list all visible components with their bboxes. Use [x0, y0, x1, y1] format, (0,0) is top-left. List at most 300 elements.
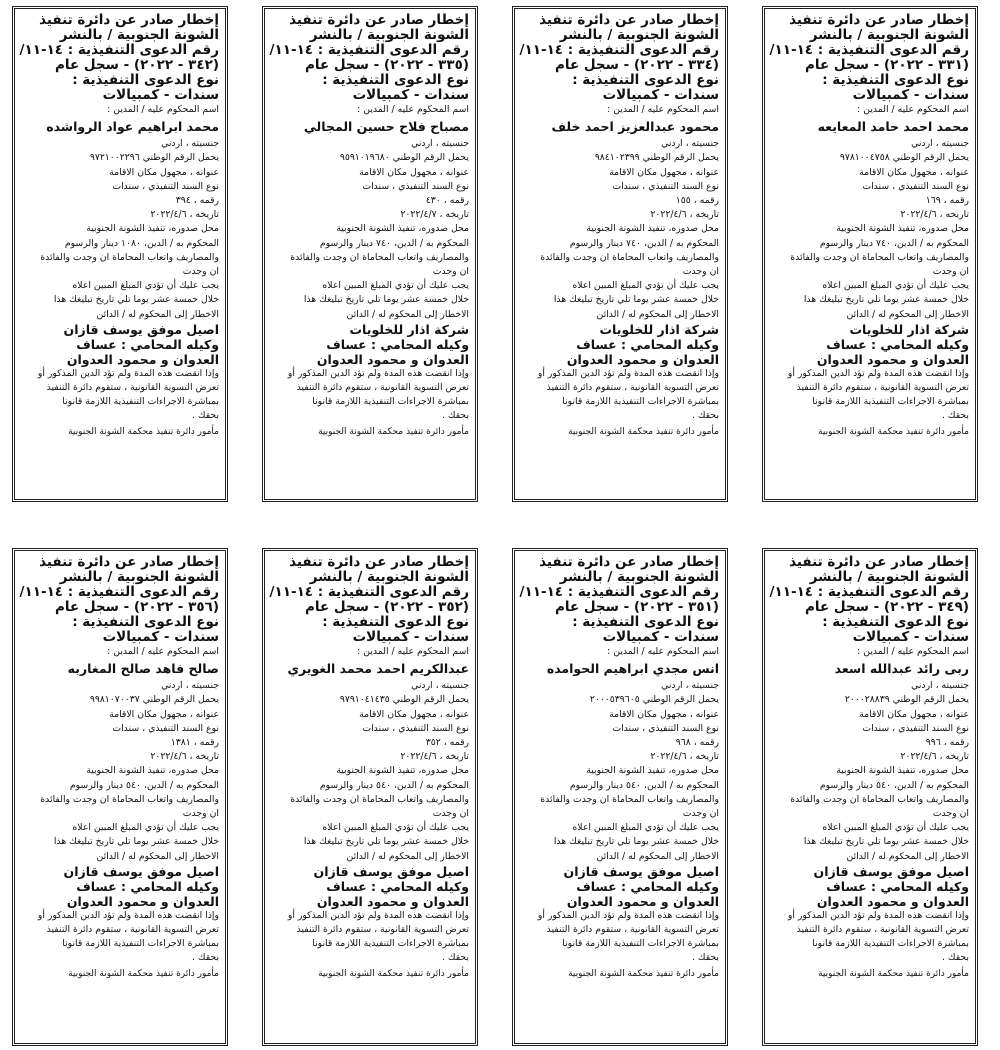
notice-title: إخطار صادر عن دائرة تنفيذ — [539, 554, 719, 570]
amount — [271, 237, 469, 251]
instrument-date-part: ٢٠٢٢/٤/٦ — [650, 751, 687, 763]
closing-line1: وإذا انقضت هذه المدة ولم تؤد الدين المذكور أو — [537, 367, 719, 379]
closing-line2: تعرض التسوية القانونية ، ستقوم دائرة التنفيذ — [296, 924, 469, 936]
instrument-number-part: ٩٦٨ — [675, 737, 691, 749]
instrument-type: نوع السند التنفيذي ، سندات — [612, 180, 719, 192]
issued-at: محل صدوره، تنفيذ الشونة الجنوبية — [836, 223, 969, 235]
within-days: خلال خمسة عشر يوما تلي تاريخ تبليغك هذا — [303, 294, 469, 306]
instrument-number-part: رقمه ، — [443, 195, 469, 207]
case-year: (٣٥١ - ٢٠٢٢) - سجل عام — [554, 599, 719, 615]
must-pay: يجب عليك أن تؤدي المبلغ المبين اعلاه — [572, 280, 719, 292]
instrument-number-part: رقمه ، — [943, 737, 969, 749]
nationality: جنسيته ، اردني — [911, 138, 969, 150]
notice-card — [12, 6, 228, 502]
instrument-number — [771, 194, 969, 208]
case-number-label: رقم الدعوى التنفيذية : ١٤-١١/ — [769, 42, 969, 58]
attorney-line2: العدوان و محمود العدوان — [816, 893, 969, 909]
notice-card — [762, 548, 978, 1046]
amount-part: دينار والرسوم — [319, 779, 374, 791]
instrument-date-part: تاريخه ، — [439, 209, 469, 221]
instrument-date-part: ٢٠٢٢/٤/٦ — [900, 209, 937, 221]
case-type-label: نوع الدعوى التنفيذية : — [822, 72, 969, 88]
notice-subtitle: الشونة الجنوبية / بالنشر — [559, 569, 719, 585]
national-id-part: ٩٥٩١٠١٩٦٨٠ — [339, 152, 390, 164]
instrument-date-part: ٢٠٢٢/٤/٦ — [900, 751, 937, 763]
instrument-number — [271, 194, 469, 208]
closing-line2: تعرض التسوية القانونية ، ستقوم دائرة التنفيذ — [296, 382, 469, 394]
attorney-line2: العدوان و محمود العدوان — [816, 351, 969, 367]
closing-line1: وإذا انقضت هذه المدة ولم تؤد الدين المذكور أو — [787, 909, 969, 921]
amount-part: المحكوم به / الدين، — [143, 237, 219, 249]
notice-card — [512, 548, 728, 1046]
case-number-label: رقم الدعوى التنفيذية : ١٤-١١/ — [269, 42, 469, 58]
amount-part: دينار والرسوم — [569, 779, 624, 791]
case-type: سندات - كمبيالات — [102, 87, 219, 103]
notice-subtitle: الشونة الجنوبية / بالنشر — [59, 27, 219, 43]
amount-part: دينار والرسوم — [64, 237, 119, 249]
amount-part: ٥٤٠ — [626, 779, 642, 791]
must-pay: يجب عليك أن تؤدي المبلغ المبين اعلاه — [322, 822, 469, 834]
case-number-label: رقم الدعوى التنفيذية : ١٤-١١/ — [519, 584, 719, 600]
fees-line: والمصاريف واتعاب المحاماة ان وجدت والفائدة — [540, 793, 719, 805]
instrument-type: نوع السند التنفيذي ، سندات — [612, 722, 719, 734]
closing-line3: بمباشرة الاجراءات التنفيذية اللازمة قانونا — [312, 938, 469, 950]
issued-at: محل صدوره، تنفيذ الشونة الجنوبية — [336, 765, 469, 777]
national-id-part: ٩٧٩١٠٤١٤٣٥ — [339, 694, 390, 706]
debtor-label: اسم المحكوم عليه / المدين : — [607, 104, 719, 115]
notice-footer: مأمور دائرة تنفيذ محكمة الشونة الجنوبية — [68, 968, 219, 979]
case-type-label: نوع الدعوى التنفيذية : — [572, 614, 719, 630]
attorney-line2: العدوان و محمود العدوان — [66, 893, 219, 909]
amount — [771, 779, 969, 793]
notice-title: إخطار صادر عن دائرة تنفيذ — [289, 12, 469, 28]
instrument-number — [771, 736, 969, 750]
instrument-date — [271, 208, 469, 222]
closing-line3: بمباشرة الاجراءات التنفيذية اللازمة قانونا — [562, 938, 719, 950]
instrument-date-part: ٢٠٢٢/٤/٦ — [150, 751, 187, 763]
attorney-line1: وكيله المحامي : عساف — [76, 878, 219, 894]
within-days: خلال خمسة عشر يوما تلي تاريخ تبليغك هذا — [803, 294, 969, 306]
notice-to: الاخطار إلى المحكوم له / الدائن — [846, 850, 969, 862]
closing-line1: وإذا انقضت هذه المدة ولم تؤد الدين المذكور أو — [37, 367, 219, 379]
debtor-name: ربى رائد عبدالله اسعد — [834, 661, 969, 677]
closing-line4: بحقك . — [191, 952, 219, 964]
creditor-name: اصيل موفق يوسف قازان — [63, 863, 219, 879]
instrument-number — [521, 736, 719, 750]
nationality: جنسيته ، اردني — [161, 680, 219, 692]
notice-subtitle: الشونة الجنوبية / بالنشر — [59, 569, 219, 585]
national-id-part: يحمل الرقم الوطني — [892, 694, 969, 706]
instrument-date-part: ٢٠٢٢/٤/٧ — [400, 209, 437, 221]
amount-part: ٧٤٠ — [876, 237, 892, 249]
notice-subtitle: الشونة الجنوبية / بالنشر — [809, 569, 969, 585]
notices-grid — [10, 4, 990, 1044]
amount-part: دينار والرسوم — [819, 779, 874, 791]
instrument-date — [21, 750, 219, 764]
notice-title: إخطار صادر عن دائرة تنفيذ — [39, 554, 219, 570]
fees-line: والمصاريف واتعاب المحاماة ان وجدت والفائدة — [40, 251, 219, 263]
instrument-type: نوع السند التنفيذي ، سندات — [362, 180, 469, 192]
debtor-name: عبدالكريم احمد محمد الغويري — [287, 661, 469, 677]
must-pay: يجب عليك أن تؤدي المبلغ المبين اعلاه — [72, 280, 219, 292]
closing-line4: بحقك . — [941, 410, 969, 422]
within-days: خلال خمسة عشر يوما تلي تاريخ تبليغك هذا — [553, 836, 719, 848]
closing-line1: وإذا انقضت هذه المدة ولم تؤد الدين المذكور أو — [287, 909, 469, 921]
attorney-line2: العدوان و محمود العدوان — [66, 351, 219, 367]
case-type-label: نوع الدعوى التنفيذية : — [72, 614, 219, 630]
national-id-part: ٩٩٨١٠٧٠٠٣٧ — [89, 694, 140, 706]
address: عنوانه ، مجهول مكان الاقامة — [359, 708, 469, 720]
creditor-name: اصيل موفق يوسف قازان — [563, 863, 719, 879]
issued-at: محل صدوره، تنفيذ الشونة الجنوبية — [86, 765, 219, 777]
case-number-label: رقم الدعوى التنفيذية : ١٤-١١/ — [19, 584, 219, 600]
instrument-type: نوع السند التنفيذي ، سندات — [862, 180, 969, 192]
fees-line: والمصاريف واتعاب المحاماة ان وجدت والفائدة — [290, 251, 469, 263]
closing-line2: تعرض التسوية القانونية ، ستقوم دائرة التنفيذ — [796, 382, 969, 394]
notice-footer: مأمور دائرة تنفيذ محكمة الشونة الجنوبية — [318, 968, 469, 979]
closing-line1: وإذا انقضت هذه المدة ولم تؤد الدين المذكور أو — [787, 367, 969, 379]
fees-line: والمصاريف واتعاب المحاماة ان وجدت والفائدة — [790, 251, 969, 263]
case-type: سندات - كمبيالات — [352, 87, 469, 103]
national-id-part: يحمل الرقم الوطني — [392, 694, 469, 706]
notice-title: إخطار صادر عن دائرة تنفيذ — [789, 554, 969, 570]
notice-to: الاخطار إلى المحكوم له / الدائن — [96, 850, 219, 862]
amount — [521, 237, 719, 251]
debtor-label: اسم المحكوم عليه / المدين : — [107, 104, 219, 115]
nationality: جنسيته ، اردني — [911, 680, 969, 692]
national-id — [771, 151, 969, 165]
national-id — [271, 693, 469, 707]
notice-footer: مأمور دائرة تنفيذ محكمة الشونة الجنوبية — [68, 426, 219, 437]
case-number-label: رقم الدعوى التنفيذية : ١٤-١١/ — [519, 42, 719, 58]
national-id — [771, 693, 969, 707]
case-type-label: نوع الدعوى التنفيذية : — [322, 72, 469, 88]
amount-part: ٥٤٠ — [376, 779, 392, 791]
instrument-date-part: تاريخه ، — [189, 209, 219, 221]
must-pay: يجب عليك أن تؤدي المبلغ المبين اعلاه — [322, 280, 469, 292]
notice-card — [262, 6, 478, 502]
fees-line: والمصاريف واتعاب المحاماة ان وجدت والفائدة — [790, 793, 969, 805]
case-year: (٣٣١ - ٢٠٢٢) - سجل عام — [804, 57, 969, 73]
instrument-number — [521, 194, 719, 208]
address: عنوانه ، مجهول مكان الاقامة — [609, 708, 719, 720]
notice-to: الاخطار إلى المحكوم له / الدائن — [596, 308, 719, 320]
closing-line3: بمباشرة الاجراءات التنفيذية اللازمة قانونا — [62, 938, 219, 950]
instrument-number-part: ٣٥٢ — [425, 737, 441, 749]
if-any: ان وجدت — [682, 808, 719, 820]
amount-part: المحكوم به / الدين، — [893, 237, 969, 249]
nationality: جنسيته ، اردني — [411, 138, 469, 150]
national-id — [521, 693, 719, 707]
attorney-line2: العدوان و محمود العدوان — [316, 893, 469, 909]
case-year: (٣٣٥ - ٢٠٢٢) - سجل عام — [304, 57, 469, 73]
notice-footer: مأمور دائرة تنفيذ محكمة الشونة الجنوبية — [568, 968, 719, 979]
instrument-number-part: ٤٣٠ — [425, 195, 441, 207]
case-number-label: رقم الدعوى التنفيذية : ١٤-١١/ — [19, 42, 219, 58]
closing-line3: بمباشرة الاجراءات التنفيذية اللازمة قانونا — [562, 396, 719, 408]
national-id — [21, 693, 219, 707]
case-type: سندات - كمبيالات — [602, 629, 719, 645]
case-type: سندات - كمبيالات — [602, 87, 719, 103]
national-id — [521, 151, 719, 165]
closing-line4: بحقك . — [441, 410, 469, 422]
notice-card — [12, 548, 228, 1046]
debtor-label: اسم المحكوم عليه / المدين : — [857, 104, 969, 115]
instrument-number-part: رقمه ، — [693, 737, 719, 749]
national-id-part: ٩٧٢١٠٠٢٢٩٦ — [89, 152, 140, 164]
case-year: (٣٥٦ - ٢٠٢٢) - سجل عام — [54, 599, 219, 615]
instrument-number-part: رقمه ، — [943, 195, 969, 207]
national-id-part: ٢٠٠٠٥٣٩٦٠٥ — [589, 694, 640, 706]
instrument-type: نوع السند التنفيذي ، سندات — [362, 722, 469, 734]
nationality: جنسيته ، اردني — [661, 680, 719, 692]
attorney-line1: وكيله المحامي : عساف — [576, 336, 719, 352]
amount — [771, 237, 969, 251]
instrument-date-part: تاريخه ، — [939, 209, 969, 221]
address: عنوانه ، مجهول مكان الاقامة — [359, 166, 469, 178]
debtor-name: صالح فاهد صالح المغاربه — [67, 661, 219, 677]
notice-to: الاخطار إلى المحكوم له / الدائن — [346, 308, 469, 320]
instrument-number — [21, 194, 219, 208]
instrument-number-part: رقمه ، — [193, 195, 219, 207]
nationality: جنسيته ، اردني — [161, 138, 219, 150]
debtor-label: اسم المحكوم عليه / المدين : — [357, 104, 469, 115]
attorney-line1: وكيله المحامي : عساف — [826, 878, 969, 894]
issued-at: محل صدوره، تنفيذ الشونة الجنوبية — [586, 223, 719, 235]
issued-at: محل صدوره، تنفيذ الشونة الجنوبية — [336, 223, 469, 235]
closing-line4: بحقك . — [441, 952, 469, 964]
closing-line4: بحقك . — [691, 952, 719, 964]
national-id-part: يحمل الرقم الوطني — [142, 152, 219, 164]
national-id-part: يحمل الرقم الوطني — [392, 152, 469, 164]
case-number-label: رقم الدعوى التنفيذية : ١٤-١١/ — [769, 584, 969, 600]
instrument-date — [21, 208, 219, 222]
must-pay: يجب عليك أن تؤدي المبلغ المبين اعلاه — [822, 280, 969, 292]
instrument-date-part: تاريخه ، — [189, 751, 219, 763]
closing-line2: تعرض التسوية القانونية ، ستقوم دائرة التنفيذ — [46, 924, 219, 936]
attorney-line2: العدوان و محمود العدوان — [316, 351, 469, 367]
amount-part: ٧٤٠ — [376, 237, 392, 249]
national-id — [21, 151, 219, 165]
notice-card — [762, 6, 978, 502]
notice-to: الاخطار إلى المحكوم له / الدائن — [846, 308, 969, 320]
issued-at: محل صدوره، تنفيذ الشونة الجنوبية — [86, 223, 219, 235]
attorney-line1: وكيله المحامي : عساف — [576, 878, 719, 894]
instrument-number-part: ١٦٩ — [925, 195, 941, 207]
debtor-name: محمد احمد حامد المعايعه — [817, 119, 969, 135]
instrument-type: نوع السند التنفيذي ، سندات — [112, 722, 219, 734]
address: عنوانه ، مجهول مكان الاقامة — [859, 708, 969, 720]
instrument-date — [521, 208, 719, 222]
notice-title: إخطار صادر عن دائرة تنفيذ — [39, 12, 219, 28]
instrument-number-part: ١٥٥ — [675, 195, 691, 207]
case-type-label: نوع الدعوى التنفيذية : — [572, 72, 719, 88]
attorney-line1: وكيله المحامي : عساف — [826, 336, 969, 352]
instrument-number-part: رقمه ، — [693, 195, 719, 207]
amount-part: المحكوم به / الدين، — [643, 237, 719, 249]
closing-line3: بمباشرة الاجراءات التنفيذية اللازمة قانونا — [812, 396, 969, 408]
within-days: خلال خمسة عشر يوما تلي تاريخ تبليغك هذا — [553, 294, 719, 306]
closing-line3: بمباشرة الاجراءات التنفيذية اللازمة قانونا — [812, 938, 969, 950]
closing-line1: وإذا انقضت هذه المدة ولم تؤد الدين المذكور أو — [287, 367, 469, 379]
case-type: سندات - كمبيالات — [102, 629, 219, 645]
notice-subtitle: الشونة الجنوبية / بالنشر — [559, 27, 719, 43]
attorney-line1: وكيله المحامي : عساف — [76, 336, 219, 352]
case-type-label: نوع الدعوى التنفيذية : — [822, 614, 969, 630]
instrument-date — [771, 750, 969, 764]
if-any: ان وجدت — [682, 266, 719, 278]
creditor-name: شركة اذار للخلويات — [849, 321, 969, 337]
amount-part: ٧٤٠ — [626, 237, 642, 249]
debtor-name: محمد ابراهيم عواد الرواشده — [46, 119, 219, 135]
must-pay: يجب عليك أن تؤدي المبلغ المبين اعلاه — [572, 822, 719, 834]
instrument-number-part: ٩٩٦ — [925, 737, 941, 749]
address: عنوانه ، مجهول مكان الاقامة — [609, 166, 719, 178]
notice-to: الاخطار إلى المحكوم له / الدائن — [96, 308, 219, 320]
attorney-line2: العدوان و محمود العدوان — [566, 893, 719, 909]
within-days: خلال خمسة عشر يوما تلي تاريخ تبليغك هذا — [53, 294, 219, 306]
instrument-date-part: ٢٠٢٢/٤/٦ — [650, 209, 687, 221]
attorney-line1: وكيله المحامي : عساف — [326, 878, 469, 894]
case-type-label: نوع الدعوى التنفيذية : — [72, 72, 219, 88]
creditor-name: اصيل موفق يوسف قازان — [63, 321, 219, 337]
address: عنوانه ، مجهول مكان الاقامة — [859, 166, 969, 178]
amount-part: المحكوم به / الدين، — [893, 779, 969, 791]
creditor-name: اصيل موفق يوسف قازان — [313, 863, 469, 879]
case-type: سندات - كمبيالات — [352, 629, 469, 645]
if-any: ان وجدت — [932, 266, 969, 278]
notice-card — [262, 548, 478, 1046]
within-days: خلال خمسة عشر يوما تلي تاريخ تبليغك هذا — [53, 836, 219, 848]
debtor-label: اسم المحكوم عليه / المدين : — [857, 646, 969, 657]
notice-title: إخطار صادر عن دائرة تنفيذ — [789, 12, 969, 28]
case-type-label: نوع الدعوى التنفيذية : — [322, 614, 469, 630]
notice-subtitle: الشونة الجنوبية / بالنشر — [309, 569, 469, 585]
case-year: (٣٤٢ - ٢٠٢٢) - سجل عام — [54, 57, 219, 73]
must-pay: يجب عليك أن تؤدي المبلغ المبين اعلاه — [72, 822, 219, 834]
debtor-label: اسم المحكوم عليه / المدين : — [607, 646, 719, 657]
debtor-label: اسم المحكوم عليه / المدين : — [107, 646, 219, 657]
creditor-name: شركة اذار للخلويات — [349, 321, 469, 337]
instrument-type: نوع السند التنفيذي ، سندات — [112, 180, 219, 192]
amount-part: ٥٤٠ — [126, 779, 142, 791]
closing-line3: بمباشرة الاجراءات التنفيذية اللازمة قانونا — [312, 396, 469, 408]
issued-at: محل صدوره، تنفيذ الشونة الجنوبية — [586, 765, 719, 777]
case-type: سندات - كمبيالات — [852, 629, 969, 645]
notice-footer: مأمور دائرة تنفيذ محكمة الشونة الجنوبية — [818, 426, 969, 437]
instrument-number-part: ١٣٨١ — [170, 737, 191, 749]
amount-part: دينار والرسوم — [569, 237, 624, 249]
instrument-number-part: ٣٩٤ — [175, 195, 191, 207]
must-pay: يجب عليك أن تؤدي المبلغ المبين اعلاه — [822, 822, 969, 834]
within-days: خلال خمسة عشر يوما تلي تاريخ تبليغك هذا — [803, 836, 969, 848]
closing-line1: وإذا انقضت هذه المدة ولم تؤد الدين المذكور أو — [537, 909, 719, 921]
amount-part: المحكوم به / الدين، — [393, 779, 469, 791]
national-id-part: ٩٨٤١٠٢٣٩٩ — [594, 152, 640, 164]
instrument-number — [271, 736, 469, 750]
if-any: ان وجدت — [182, 266, 219, 278]
closing-line2: تعرض التسوية القانونية ، ستقوم دائرة التنفيذ — [796, 924, 969, 936]
instrument-date-part: تاريخه ، — [939, 751, 969, 763]
creditor-name: اصيل موفق يوسف قازان — [813, 863, 969, 879]
if-any: ان وجدت — [432, 266, 469, 278]
case-number-label: رقم الدعوى التنفيذية : ١٤-١١/ — [269, 584, 469, 600]
case-type: سندات - كمبيالات — [852, 87, 969, 103]
national-id-part: يحمل الرقم الوطني — [642, 152, 719, 164]
debtor-name: محمود عبدالعزيز احمد خلف — [551, 119, 719, 135]
national-id-part: ٢٠٠٠٢٨٨٣٩ — [844, 694, 890, 706]
closing-line2: تعرض التسوية القانونية ، ستقوم دائرة التنفيذ — [546, 924, 719, 936]
nationality: جنسيته ، اردني — [661, 138, 719, 150]
within-days: خلال خمسة عشر يوما تلي تاريخ تبليغك هذا — [303, 836, 469, 848]
notice-to: الاخطار إلى المحكوم له / الدائن — [596, 850, 719, 862]
notice-subtitle: الشونة الجنوبية / بالنشر — [809, 27, 969, 43]
if-any: ان وجدت — [932, 808, 969, 820]
debtor-name: انس مجدي ابراهيم الحوامده — [546, 661, 719, 677]
closing-line2: تعرض التسوية القانونية ، ستقوم دائرة التنفيذ — [546, 382, 719, 394]
national-id-part: يحمل الرقم الوطني — [142, 694, 219, 706]
instrument-date-part: تاريخه ، — [689, 209, 719, 221]
amount-part: المحكوم به / الدين، — [143, 779, 219, 791]
amount-part: المحكوم به / الدين، — [643, 779, 719, 791]
amount-part: المحكوم به / الدين، — [393, 237, 469, 249]
case-year: (٣٣٤ - ٢٠٢٢) - سجل عام — [554, 57, 719, 73]
instrument-date — [271, 750, 469, 764]
if-any: ان وجدت — [182, 808, 219, 820]
attorney-line2: العدوان و محمود العدوان — [566, 351, 719, 367]
case-year: (٣٥٢ - ٢٠٢٢) - سجل عام — [304, 599, 469, 615]
if-any: ان وجدت — [432, 808, 469, 820]
notice-footer: مأمور دائرة تنفيذ محكمة الشونة الجنوبية — [318, 426, 469, 437]
debtor-name: مصباح فلاح حسين المجالي — [303, 119, 469, 135]
instrument-date-part: ٢٠٢٢/٤/٦ — [150, 209, 187, 221]
amount-part: دينار والرسوم — [319, 237, 374, 249]
national-id-part: يحمل الرقم الوطني — [642, 694, 719, 706]
fees-line: والمصاريف واتعاب المحاماة ان وجدت والفائدة — [290, 793, 469, 805]
amount — [21, 237, 219, 251]
closing-line4: بحقك . — [191, 410, 219, 422]
notice-footer: مأمور دائرة تنفيذ محكمة الشونة الجنوبية — [568, 426, 719, 437]
instrument-date-part: ٢٠٢٢/٤/٦ — [400, 751, 437, 763]
national-id-part: ٩٧٨١٠٠٤٧٥٨ — [839, 152, 890, 164]
notice-subtitle: الشونة الجنوبية / بالنشر — [309, 27, 469, 43]
issued-at: محل صدوره، تنفيذ الشونة الجنوبية — [836, 765, 969, 777]
instrument-date-part: تاريخه ، — [689, 751, 719, 763]
amount-part: دينار والرسوم — [69, 779, 124, 791]
closing-line4: بحقك . — [691, 410, 719, 422]
case-year: (٣٤٩ - ٢٠٢٢) - سجل عام — [804, 599, 969, 615]
nationality: جنسيته ، اردني — [411, 680, 469, 692]
address: عنوانه ، مجهول مكان الاقامة — [109, 708, 219, 720]
address: عنوانه ، مجهول مكان الاقامة — [109, 166, 219, 178]
amount-part: ٥٤٠ — [876, 779, 892, 791]
notice-to: الاخطار إلى المحكوم له / الدائن — [346, 850, 469, 862]
instrument-date — [771, 208, 969, 222]
closing-line2: تعرض التسوية القانونية ، ستقوم دائرة التنفيذ — [46, 382, 219, 394]
fees-line: والمصاريف واتعاب المحاماة ان وجدت والفائدة — [540, 251, 719, 263]
instrument-number-part: رقمه ، — [193, 737, 219, 749]
instrument-date-part: تاريخه ، — [439, 751, 469, 763]
amount — [271, 779, 469, 793]
amount-part: دينار والرسوم — [819, 237, 874, 249]
closing-line3: بمباشرة الاجراءات التنفيذية اللازمة قانونا — [62, 396, 219, 408]
fees-line: والمصاريف واتعاب المحاماة ان وجدت والفائدة — [40, 793, 219, 805]
instrument-date — [521, 750, 719, 764]
notice-title: إخطار صادر عن دائرة تنفيذ — [289, 554, 469, 570]
creditor-name: شركة اذار للخلويات — [599, 321, 719, 337]
closing-line1: وإذا انقضت هذه المدة ولم تؤد الدين المذكور أو — [37, 909, 219, 921]
amount — [521, 779, 719, 793]
